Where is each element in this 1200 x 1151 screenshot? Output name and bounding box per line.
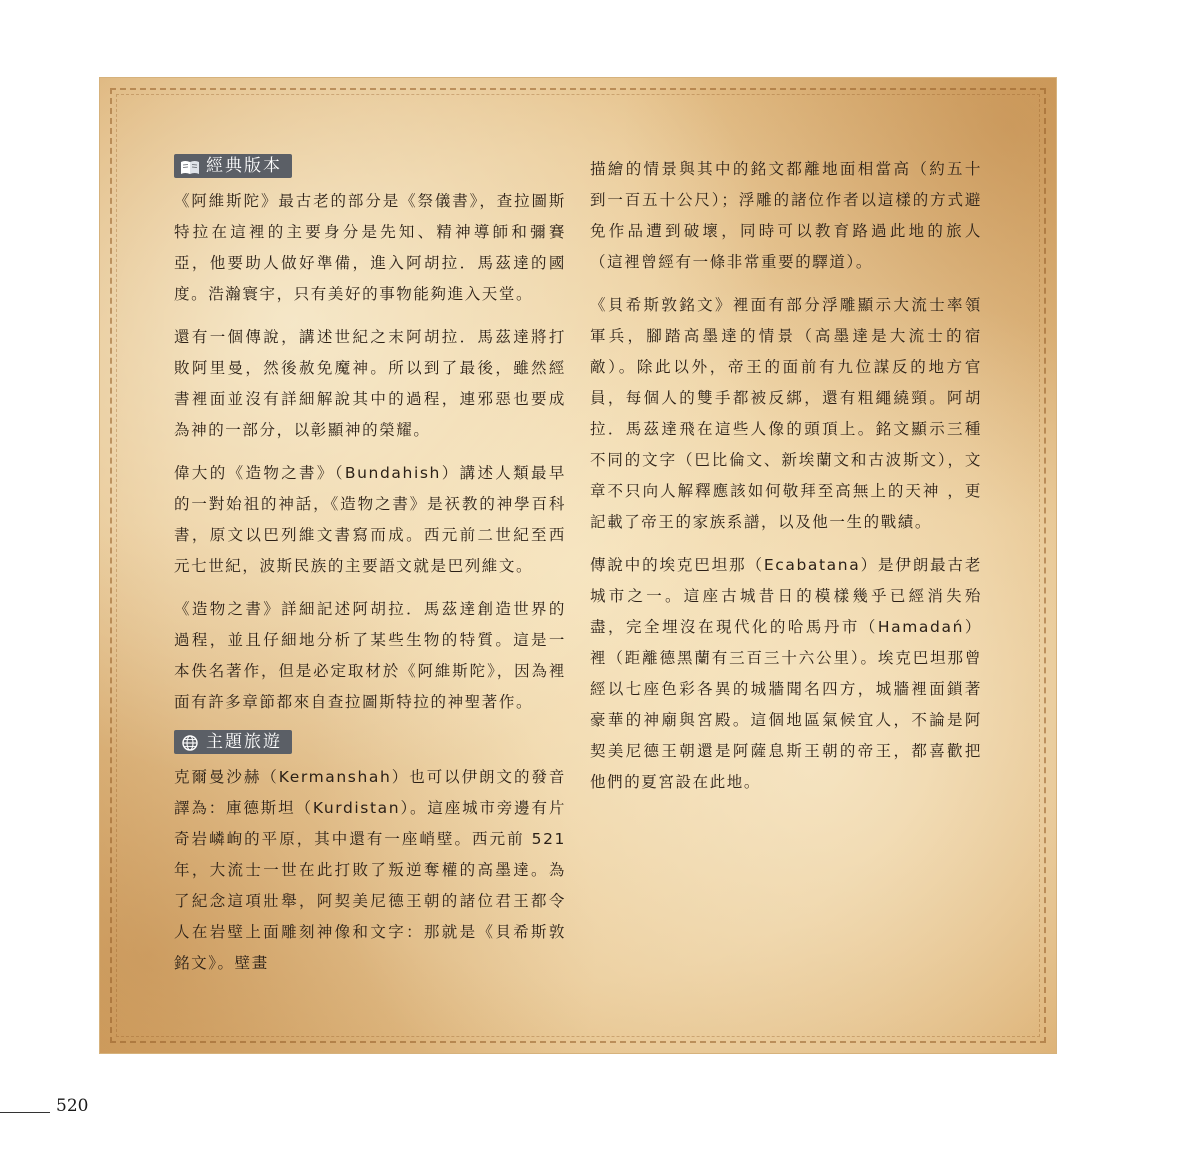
section-heading-text: 主題旅遊 bbox=[206, 732, 282, 752]
paragraph: 《造物之書》詳細記述阿胡拉．馬茲達創造世界的過程，並且仔細地分析了某些生物的特質。這是一本佚名著作，但是必定取材於《阿維斯陀》，因為裡面有許多章節都來自查拉圖斯特拉的神聖著作。 bbox=[174, 600, 566, 711]
section-heading-theme-travel bbox=[174, 730, 292, 754]
left-column bbox=[174, 154, 566, 991]
paragraph: 偉大的《造物之書》（Bundahish）講述人類最早的一對始祖的神話，《造物之書》是祆教的神學百科書，原文以巴列維文書寫而成。西元前二世紀至西元七世紀，波斯民族的主要語文就是巴列維文。 bbox=[174, 464, 566, 575]
section-heading-text: 經典版本 bbox=[206, 156, 282, 176]
globe-icon bbox=[180, 734, 200, 750]
paragraph: 《貝希斯敦銘文》裡面有部分浮雕顯示大流士率領軍兵，腳踏高墨達的情景（高墨達是大流士的宿敵）。除此以外，帝王的面前有九位謀反的地方官員，每個人的雙手都被反綁，還有粗繩繞頸。阿胡拉．馬茲達飛在這些人像的頭頂上。銘文顯示三種不同的文字（巴比倫文、新埃蘭文和古波斯文），文章不只向人解釋應該如何敬拜至高無上的天神 ，更記載了帝王的家族系譜，以及他一生的戰績。 bbox=[590, 296, 982, 531]
paragraph: 描繪的情景與其中的銘文都離地面相當高（約五十到一百五十公尺）；浮雕的諸位作者以這樣的方式避免作品遭到破壞，同時可以教育路過此地的旅人（這裡曾經有一條非常重要的驛道）。 bbox=[590, 160, 982, 271]
page-number-rule bbox=[0, 1112, 50, 1113]
parchment-panel bbox=[100, 78, 1056, 1053]
paragraph: 《阿維斯陀》最古老的部分是《祭儀書》，查拉圖斯特拉在這裡的主要身分是先知、精神導師和彌賽亞，他要助人做好準備，進入阿胡拉．馬茲達的國度。浩瀚寰宇，只有美好的事物能夠進入天堂。 bbox=[174, 192, 566, 303]
right-column bbox=[590, 154, 982, 810]
paragraph: 克爾曼沙赫（Kermanshah）也可以伊朗文的發音譯為：庫德斯坦（Kurdistan）。這座城市旁邊有片奇岩嶙峋的平原，其中還有一座峭壁。西元前 521 年，大流士一世在此打敗了叛逆奪權的高墨達。為了紀念這項壯舉，阿契美尼德王朝的諸位君王都令人在岩壁上面雕刻神像和文字：那就是《貝希斯敦銘文》。壁畫 bbox=[174, 768, 566, 972]
paragraph: 傳說中的埃克巴坦那（Ecabatana）是伊朗最古老城市之一。這座古城昔日的模樣幾乎已經消失殆盡，完全埋沒在現代化的哈馬丹市（Hamadań）裡（距離德黑蘭有三百三十六公里）。埃克巴坦那曾經以七座色彩各異的城牆聞名四方，城牆裡面鎖著豪華的神廟與宮殿。這個地區氣候宜人，不論是阿契美尼德王朝還是阿薩息斯王朝的帝王，都喜歡把他們的夏宮設在此地。 bbox=[590, 556, 982, 791]
book-icon bbox=[180, 158, 200, 174]
paragraph: 還有一個傳說，講述世紀之末阿胡拉．馬茲達將打敗阿里曼，然後赦免魔神。所以到了最後，雖然經書裡面並沒有詳細解說其中的過程，連邪惡也要成為神的一部分，以彰顯神的榮耀。 bbox=[174, 328, 566, 439]
section-heading-classic-texts bbox=[174, 154, 292, 178]
page-number: 520 bbox=[56, 1096, 89, 1116]
